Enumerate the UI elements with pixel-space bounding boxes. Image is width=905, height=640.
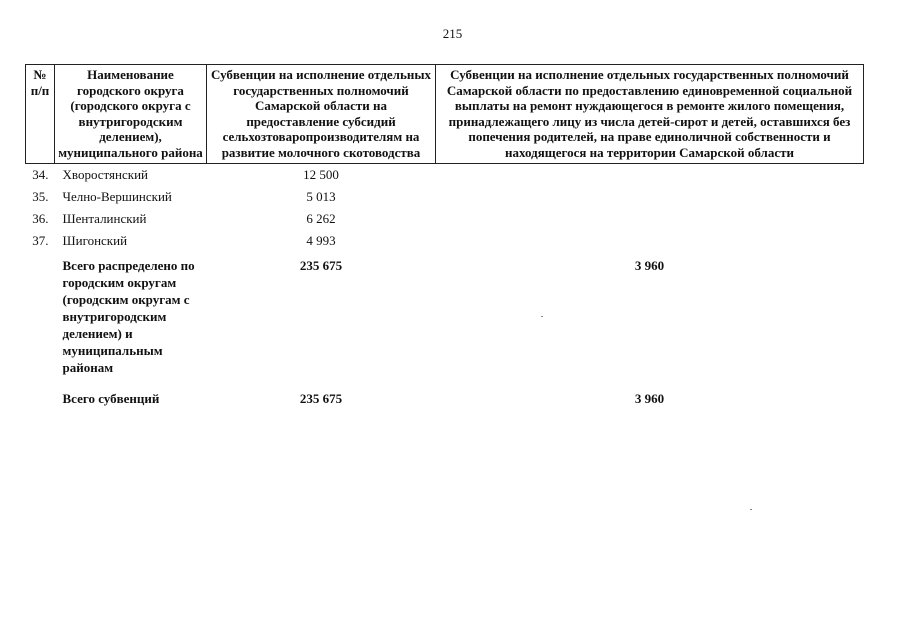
table-row xyxy=(26,187,864,209)
social-payment-value xyxy=(436,209,864,231)
total-distributed-row xyxy=(26,253,864,380)
header-dairy-subsidy: Субвенции на исполнение отдельных государственных полномочий Самарской области на предоставление субсидий сельхозтоваропроизводителям на развитие молочного скотоводства xyxy=(207,65,436,164)
table-row xyxy=(26,231,864,253)
social-payment-value xyxy=(436,187,864,209)
header-social-payment-subsidy: Субвенции на исполнение отдельных государственных полномочий Самарской области по предоставлению единовременной социальной выплаты на ремонт нуждающегося в ремонте жилого помещения, принадлежащего лицу из числа детей-сирот и детей, оставшихся без попечения родителей, на праве единоличной собственности и находящегося на территории Самарской области xyxy=(436,65,864,164)
social-payment-value xyxy=(436,163,864,187)
table-row xyxy=(26,209,864,231)
municipality-name: Челно-Вершинский xyxy=(62,188,172,204)
scan-speck xyxy=(750,509,752,510)
header-row-number: № п/п xyxy=(26,65,55,164)
total-distributed-social-value: 3 960 xyxy=(634,257,665,273)
municipality-name: Шигонский xyxy=(62,232,128,248)
row-number: 35. xyxy=(32,188,49,204)
total-subventions-social-value: 3 960 xyxy=(634,390,665,406)
empty-cell xyxy=(26,380,55,411)
page-number: 215 xyxy=(442,26,463,41)
dairy-subsidy-value: 12 500 xyxy=(303,166,339,182)
subsidy-distribution-table xyxy=(25,64,864,411)
scan-speck xyxy=(541,316,543,317)
header-municipality-name: Наименование городского округа (городского округа с внутригородским делением), муниципального района xyxy=(55,65,207,164)
total-subventions-dairy-value: 235 675 xyxy=(299,390,343,406)
social-payment-value xyxy=(436,231,864,253)
total-distributed-label-text: Всего распределено по городским округам (городским округам с внутригородским делением) и муниципальным районам xyxy=(62,257,195,375)
table-header-row xyxy=(26,65,864,164)
total-distributed-dairy-value: 235 675 xyxy=(299,257,343,273)
dairy-subsidy-value: 6 262 xyxy=(306,210,336,226)
municipality-name: Шенталинский xyxy=(62,210,147,226)
row-number: 37. xyxy=(32,232,49,248)
row-number: 34. xyxy=(32,166,49,182)
row-number: 36. xyxy=(32,210,49,226)
empty-cell xyxy=(26,253,55,380)
dairy-subsidy-value: 4 993 xyxy=(306,232,336,248)
total-subventions-label: Всего субвенций xyxy=(62,390,160,406)
municipality-name: Хворостянский xyxy=(62,166,148,182)
total-distributed-label xyxy=(55,253,207,380)
total-subventions-row xyxy=(26,380,864,411)
dairy-subsidy-value: 5 013 xyxy=(306,188,336,204)
table-row xyxy=(26,163,864,187)
